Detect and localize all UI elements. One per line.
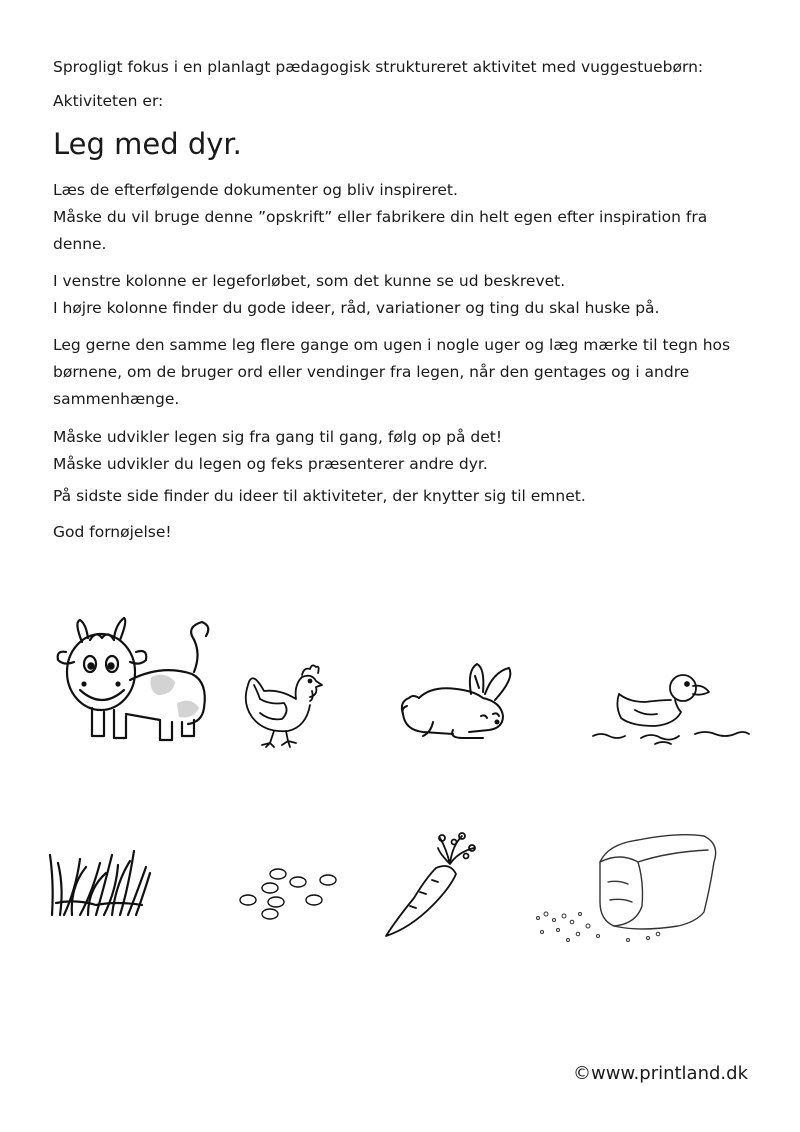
duck-icon <box>585 668 755 748</box>
paragraph-line: Måske udvikler legen sig fra gang til gang, følg op på det! <box>53 428 503 446</box>
paragraph-line: Måske udvikler du legen og feks præsenterer andre dyr. <box>53 455 488 473</box>
bread-icon <box>528 822 728 952</box>
seeds-icon <box>238 866 343 921</box>
paragraph-line: Måske du vil bruge denne ”opskrift” eller fabrikere din helt egen efter inspiration fra denne. <box>53 208 708 253</box>
paragraph-columns <box>53 268 753 322</box>
activity-label: Aktiviteten er: <box>53 92 164 110</box>
intro-text: Sprogligt fokus i en planlagt pædagogisk struktureret aktivitet med vuggestuebørn: <box>53 58 704 76</box>
paragraph-intro <box>53 177 753 258</box>
hen-icon <box>240 655 330 750</box>
paragraph-line: Leg gerne den samme leg flere gange om ugen i nogle uger og læg mærke til tegn hos børnene, om de bruger ord eller vendinger fra legen, når den gentages og i andre sammenhænge. <box>53 336 731 408</box>
rabbit-icon <box>393 658 518 743</box>
paragraph-last-page <box>53 483 753 510</box>
copyright-footer: ©www.printland.dk <box>573 1063 748 1084</box>
cow-icon <box>52 612 217 752</box>
paragraph-develop <box>53 424 753 478</box>
paragraph-line: I højre kolonne finder du gode ideer, råd, variationer og ting du skal huske på. <box>53 299 660 317</box>
paragraph-line: God fornøjelse! <box>53 523 172 541</box>
paragraph-repeat <box>53 332 753 413</box>
carrot-icon <box>380 828 480 940</box>
paragraph-line: Læs de efterfølgende dokumenter og bliv inspireret. <box>53 181 458 199</box>
paragraph-line: På sidste side finder du ideer til aktiviteter, der knytter sig til emnet. <box>53 487 586 505</box>
page-title: Leg med dyr. <box>53 127 242 161</box>
grass-icon <box>46 843 156 918</box>
paragraph-closing <box>53 519 753 546</box>
paragraph-line: I venstre kolonne er legeforløbet, som det kunne se ud beskrevet. <box>53 272 566 290</box>
